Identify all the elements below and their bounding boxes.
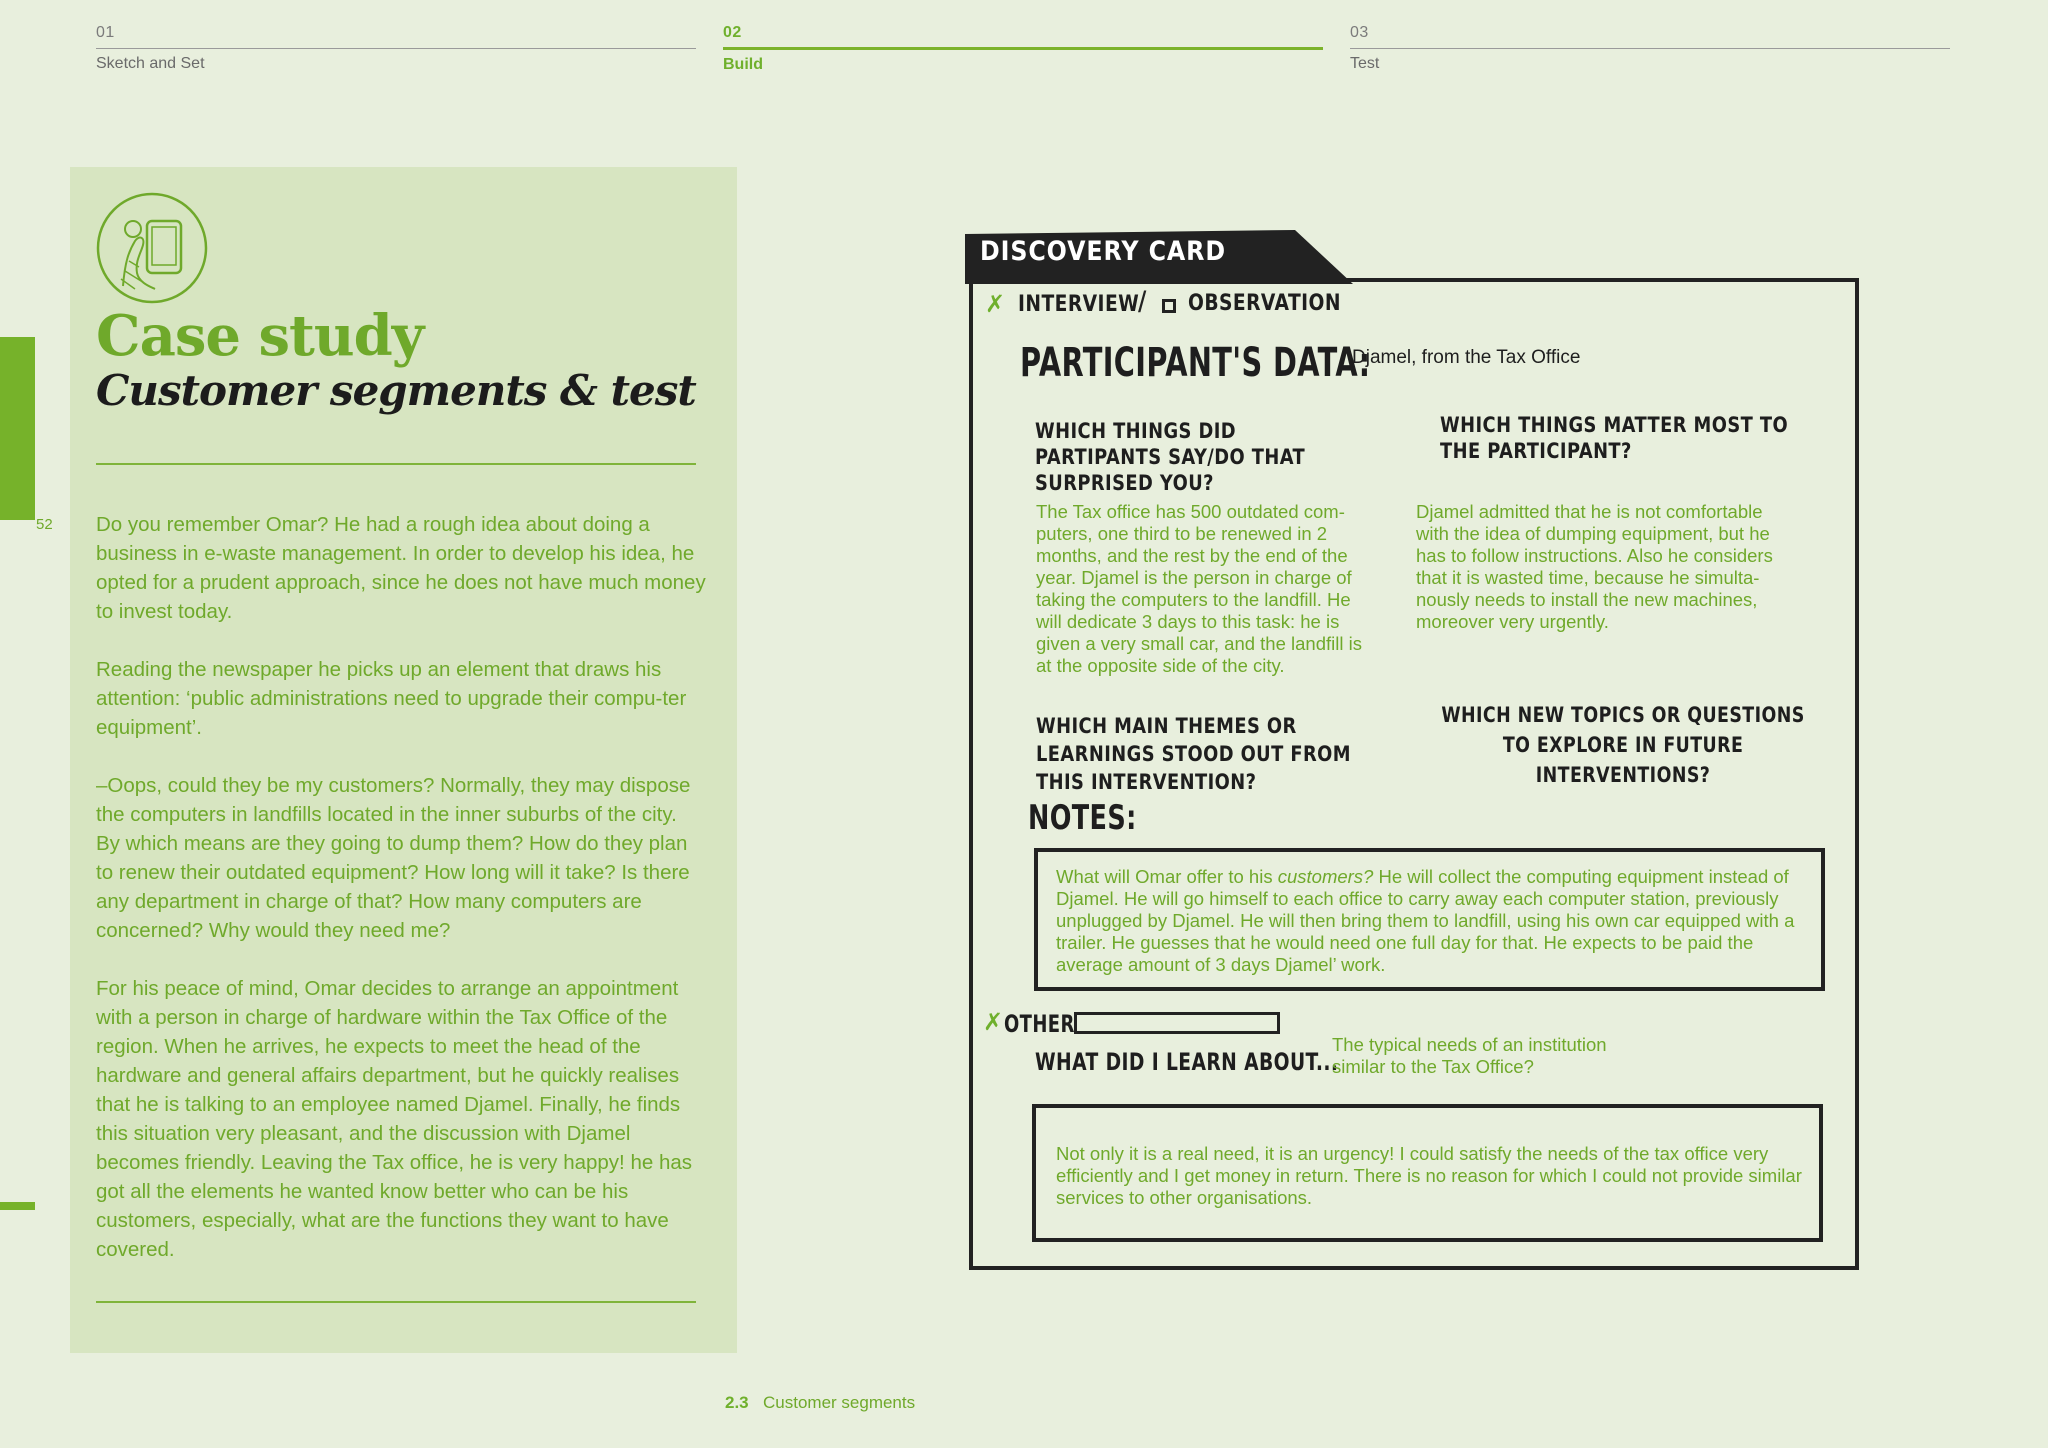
question-themes: WHICH MAIN THEMES OR LEARNINGS STOOD OUT FROM THIS INTERVENTION? xyxy=(1036,714,1351,794)
answer-surprised: The Tax office has 500 outdated com-puters, one third to be renewed in 2 months, and the rest by the end of the year. Djamel is the person in charge of taking the computers to the landfill. He will dedicate 3 days to this task: he is given a very small car, and the landfill is at the opposite side of the city. xyxy=(1036,501,1362,676)
divider-bottom xyxy=(96,1301,696,1303)
learn-answer-text: Not only it is a real need, it is an urgency! I could satisfy the needs of the tax office very efficiently and I get money in return. There is no reason for which I could not provide similar services to other organisations. xyxy=(1056,1143,1802,1208)
progress-tick xyxy=(0,1202,35,1210)
paragraph: Reading the newspaper he picks up an element that draws his attention: ‘public administrations need to upgrade their compu-ter equipment’. xyxy=(96,658,687,739)
step-label: Build xyxy=(723,56,763,73)
divider-top xyxy=(96,463,696,465)
footer-section-number: 2.3 xyxy=(725,1393,749,1412)
observation-label: OBSERVATION xyxy=(1188,291,1341,316)
paragraph: Do you remember Omar? He had a rough idea about doing a business in e-waste management. In order to develop his idea, he opted for a prudent approach, since he does not have much money to invest today. xyxy=(96,513,706,623)
step-build[interactable] xyxy=(723,24,1323,74)
participants-label: PARTICIPANT'S DATA: xyxy=(1020,340,1371,386)
other-input[interactable] xyxy=(1074,1012,1280,1034)
slash-separator: / xyxy=(1138,286,1147,319)
footer-section-title: Customer segments xyxy=(763,1393,916,1412)
step-divider-active xyxy=(723,47,1323,50)
answer-matters-most: Djamel admitted that he is not comfortable with the idea of dumping equipment, but he has to follow instructions. Also he considers that it is wasted time, because he simulta-nously needs to install the new machines, moreover very urgently. xyxy=(1416,501,1773,632)
empty-checkbox-icon xyxy=(1162,299,1176,313)
check-mark-icon: ✗ xyxy=(983,1008,1004,1036)
case-study-title: Case study xyxy=(96,303,424,369)
other-label: OTHER xyxy=(1004,1010,1075,1038)
question-matters-most: WHICH THINGS MATTER MOST TO THE PARTICIPANT? xyxy=(1440,413,1789,463)
learn-label: WHAT DID I LEARN ABOUT... xyxy=(1035,1048,1339,1076)
learn-value: The typical needs of an institution similar to the Tax Office? xyxy=(1332,1034,1607,1077)
step-test[interactable] xyxy=(1350,24,1950,73)
participant-value: Djamel, from the Tax Office xyxy=(1352,347,1581,368)
question-new-topics: WHICH NEW TOPICS OR QUESTIONS TO EXPLORE IN FUTURE INTERVENTIONS? xyxy=(1441,703,1805,787)
step-divider xyxy=(96,48,696,49)
observation-checkbox[interactable] xyxy=(1162,297,1176,315)
paragraph: For his peace of mind, Omar decides to arrange an appointment with a person in charge of hardware within the Tax Office of the region. When he arrives, he expects to meet the head of the hardware and general affairs department, but he quickly realises that he is talking to an employee named Djamel. Finally, he finds this situation very pleasant, and the discussion with Djamel becomes friendly. Leaving the Tax office, he is very happy! he has got all the elements he wanted know better who can be his customers, especially, what are the functions they want to have covered. xyxy=(96,977,692,1261)
case-study-subtitle: Customer segments & test xyxy=(96,366,696,415)
interview-checkbox[interactable] xyxy=(985,290,1005,319)
check-mark-icon: ✗ xyxy=(985,290,1006,318)
chapter-marker xyxy=(0,337,35,520)
notes-text xyxy=(1056,866,1816,976)
page-number: 52 xyxy=(36,516,53,533)
step-number: 03 xyxy=(1350,24,1369,41)
step-divider xyxy=(1350,48,1950,49)
notes-label: NOTES: xyxy=(1028,798,1137,838)
step-sketch-and-set[interactable] xyxy=(96,24,696,73)
step-number: 02 xyxy=(723,24,742,41)
other-checkbox[interactable] xyxy=(983,1008,1003,1037)
interview-label: INTERVIEW xyxy=(1018,292,1140,317)
question-surprised: WHICH THINGS DID PARTIPANTS SAY/DO THAT SURPRISED YOU? xyxy=(1035,419,1306,495)
case-study-body xyxy=(96,510,706,1293)
step-number: 01 xyxy=(96,24,115,41)
notes-text-intro: What will Omar offer to his xyxy=(1056,866,1278,887)
notes-text-rest: He will collect the computing equipment instead of Djamel. He will go himself to each office to carry away each computer station, previously unplugged by Djamel. He will then bring them to landfill, using his own car equipped with a trailer. He guesses that he would need one full day for that. He expects to be paid the average amount of 3 days Djamel’ work. xyxy=(1056,866,1795,975)
card-title: DISCOVERY CARD xyxy=(980,236,1226,267)
notes-text-emphasis: customers? xyxy=(1277,866,1374,887)
step-label: Sketch and Set xyxy=(96,55,205,72)
step-label: Test xyxy=(1350,55,1380,72)
paragraph: –Oops, could they be my customers? Normally, they may dispose the computers in landfills located in the inner suburbs of the city. By which means are they going to dump them? How do they plan to renew their outdated equipment? How long will it take? Is there any department in charge of that? How many computers are concerned? Why would they need me? xyxy=(96,774,691,942)
case-study-icon xyxy=(95,191,209,305)
